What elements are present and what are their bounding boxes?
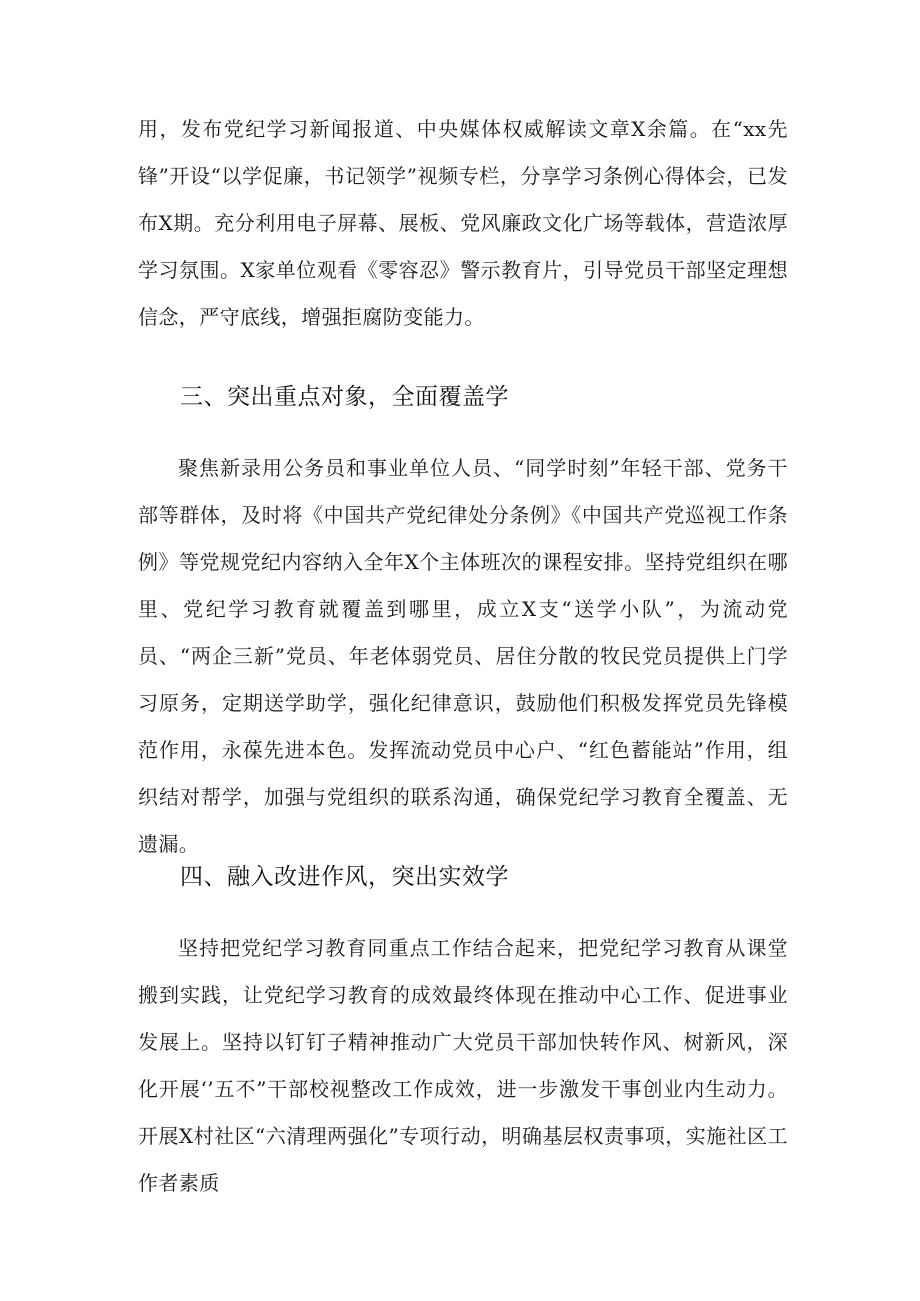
intro-paragraph: 用，发布党纪学习新闻报道、中央媒体权威解读文章X余篇。在“xx先锋”开设“以学促廉，书记领学”视频专栏，分享学习条例心得体会，已发布X期。充分利用电子屏幕、展板、党风廉政文化广场等载体，营造浓厚学习氛围。X家单位观看《零容忍》警示教育片，引导党员干部坚定理想信念，严守底线，增强拒腐防变能力。: [138, 117, 788, 329]
section-3-heading: 三、突出重点对象，全面覆盖学: [180, 384, 509, 410]
section-4-paragraph: 坚持把党纪学习教育同重点工作结合起来，把党纪学习教育从课堂搬到实践，让党纪学习教育的成效最终体现在推动中心工作、促进事业发展上。坚持以钉钉子精神推动广大党员干部加快转作风、树新风，深化开展‘’五不”干部校视整改工作成效，进一步激发干事创业内生动力。开展X村社区“六清理两强化”专项行动，明确基层权责事项，实施社区工作者素质: [138, 936, 788, 1195]
section-4-heading: 四、融入改进作风，突出实效学: [180, 864, 509, 890]
section-3-paragraph: 聚焦新录用公务员和事业单位人员、“同学时刻”年轻干部、党务干部等群体，及时将《中国共产党纪律处分条例》《中国共产党巡视工作条例》等党规党纪内容纳入全年X个主体班次的课程安排。坚持党组织在哪里、党纪学习教育就覆盖到哪里，成立X支“送学小队”，为流动党员、“两企三新”党员、年老体弱党员、居住分散的牧民党员提供上门学习原务，定期送学助学，强化纪律意识，鼓励他们积极发挥党员先锋模范作用，永葆先进本色。发挥流动党员中心户、“红色蓄能站”作用，组织结对帮学，加强与党组织的联系沟通，确保党纪学习教育全覆盖、无遗漏。: [138, 456, 788, 856]
